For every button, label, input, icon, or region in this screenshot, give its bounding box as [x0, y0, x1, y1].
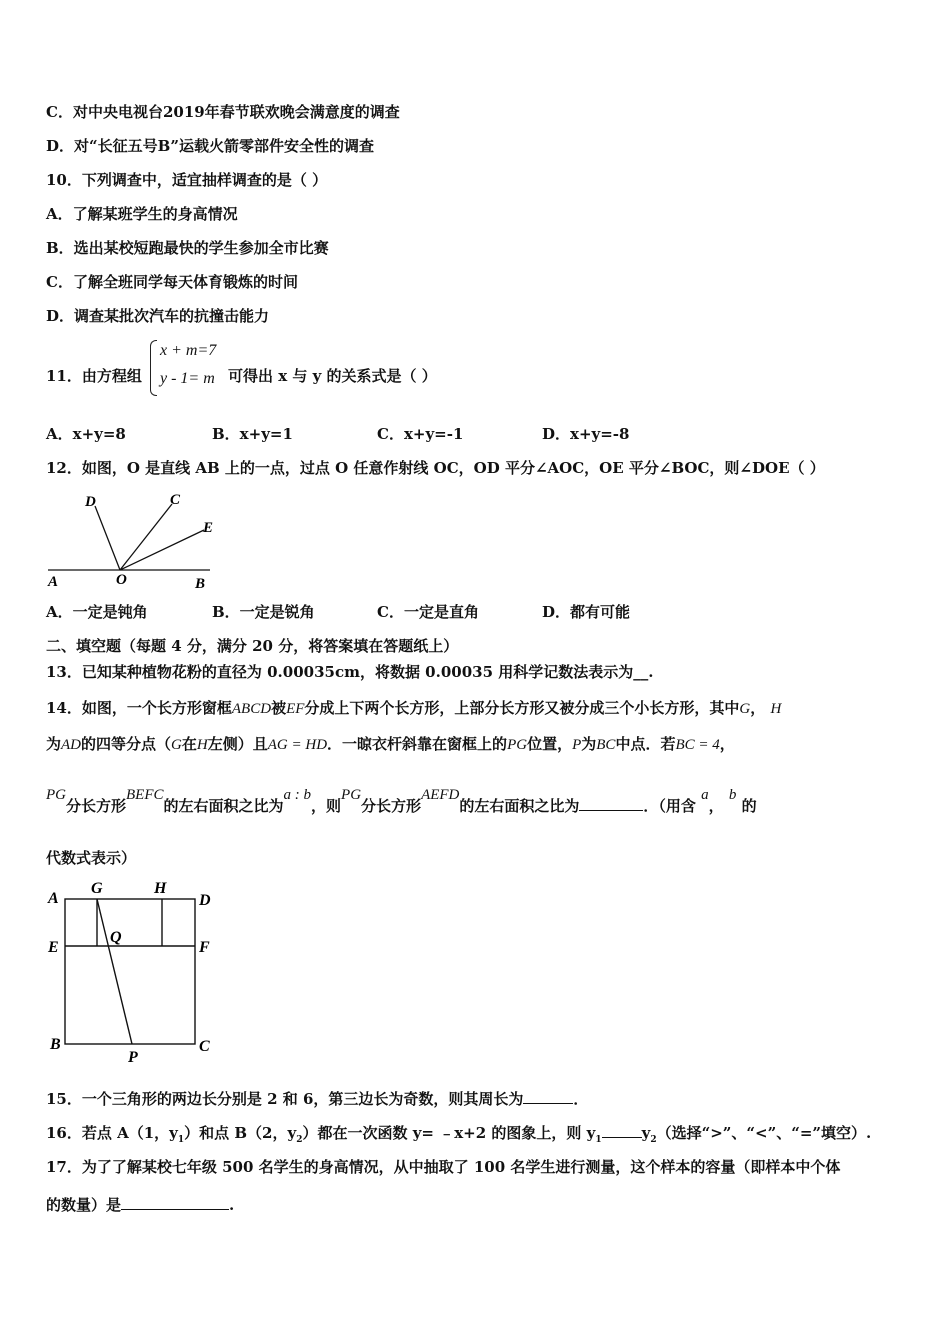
q12-stem: 12．如图，O 是直线 AB 上的一点，过点 O 任意作射线 OC，OD 平分∠AOC，OE 平分∠BOC，则∠DOE（ ） — [46, 459, 825, 477]
q17-line-2: 的数量）是 . — [46, 1196, 235, 1214]
label-c: C — [170, 492, 181, 508]
q10-option-a: A．了解某班学生的身高情况 — [46, 205, 238, 223]
q10-stem: 10．下列调查中，适宜抽样调查的是（ ） — [46, 171, 328, 189]
label-p: P — [128, 1049, 138, 1066]
q14-line-4: 代数式表示） — [46, 849, 137, 867]
q14-answer-blank[interactable] — [579, 796, 643, 811]
label-q: Q — [110, 929, 122, 946]
q11-option-c: C．x+y=-1 — [377, 425, 464, 443]
label-b: B — [50, 1036, 61, 1053]
q14-line-1: 14．如图，一个长方形窗框ABCD被EF分成上下两个长方形，上部分长方形又被分成三个小长方形，其中G， H — [46, 699, 782, 717]
label-d: D — [85, 494, 96, 510]
pole-pg — [97, 899, 132, 1044]
q12-option-d: D．都有可能 — [542, 603, 631, 621]
q14-line-2: 为AD的四等分点（G在H左侧）且AG = HD．一晾衣杆斜靠在窗框上的PG位置，P为BC中点．若BC = 4， — [46, 735, 735, 753]
q11-suffix: 可得出 x 与 y 的关系式是（ ） — [228, 367, 437, 385]
q16-text: 16．若点 A（1，$y_1$）和点 B（2，$y_2$）都在一次函数 y= ﹣x+2 的图象上，则 $y_1$ $y_2$（选择“>”、“<”、“=”填空）. — [46, 1124, 872, 1145]
equation-2: y - 1= m — [160, 370, 215, 387]
label-a: A — [48, 574, 59, 590]
q17-answer-blank[interactable] — [121, 1195, 229, 1210]
q12-option-c: C．一定是直角 — [377, 603, 479, 621]
equation-system — [150, 340, 230, 396]
q11-prefix: 11．由方程组 — [46, 367, 142, 385]
q15-text: 15．一个三角形的两边长分别是 2 和 6，第三边长为奇数，则其周长为 ． — [46, 1090, 589, 1108]
ray-oe — [120, 530, 204, 570]
angle-figure — [40, 484, 230, 594]
q10-option-c: C．了解全班同学每天体育锻炼的时间 — [46, 273, 298, 291]
q17-line-1: 17．为了了解某校七年级 500 名学生的身高情况，从中抽取了 100 名学生进行测量，这个样本的容量（即样本中个体 — [46, 1158, 841, 1176]
q14-line-3: PG分长方形BEFC的左右面积之比为a : b，则PG分长方形AEFD的左右面积之比为 ．（用含 a， b 的 — [46, 787, 757, 815]
q12-option-a: A．一定是钝角 — [46, 603, 148, 621]
q16-answer-blank[interactable] — [602, 1123, 642, 1138]
label-a: A — [48, 890, 59, 907]
label-e: E — [48, 939, 59, 956]
q10-option-d: D．调查某批次汽车的抗撞击能力 — [46, 307, 270, 325]
label-d: D — [199, 892, 211, 909]
label-f: F — [199, 939, 210, 956]
q9-option-d: D．对“长征五号B”运载火箭零部件安全性的调查 — [46, 137, 374, 155]
frame-abcd — [65, 899, 195, 1044]
q11-option-a: A．x+y=8 — [46, 425, 126, 443]
section-2-heading: 二、填空题（每题 4 分，满分 20 分，将答案填在答题纸上） — [46, 637, 459, 655]
q11-option-b: B．x+y=1 — [212, 425, 293, 443]
equation-1: x + m=7 — [160, 342, 217, 359]
q11-option-d: D．x+y=-8 — [542, 425, 630, 443]
label-e: E — [203, 520, 214, 536]
label-c: C — [199, 1038, 210, 1055]
ray-oc — [120, 504, 172, 570]
label-g: G — [91, 880, 103, 897]
brace-bracket — [150, 340, 157, 396]
q10-option-b: B．选出某校短跑最快的学生参加全市比赛 — [46, 239, 329, 257]
ray-od — [95, 506, 120, 570]
label-o: O — [116, 572, 127, 588]
q13-text: 13．已知某种植物花粉的直径为 0.00035cm，将数据 0.00035 用科学记数法表示为__. — [46, 663, 654, 681]
q9-option-c: C．对中央电视台2019年春节联欢晚会满意度的调查 — [46, 103, 400, 121]
q12-option-b: B．一定是锐角 — [212, 603, 315, 621]
q15-answer-blank[interactable] — [523, 1089, 573, 1104]
window-frame-figure — [44, 876, 234, 1066]
label-h: H — [154, 880, 167, 897]
label-b: B — [195, 576, 206, 592]
